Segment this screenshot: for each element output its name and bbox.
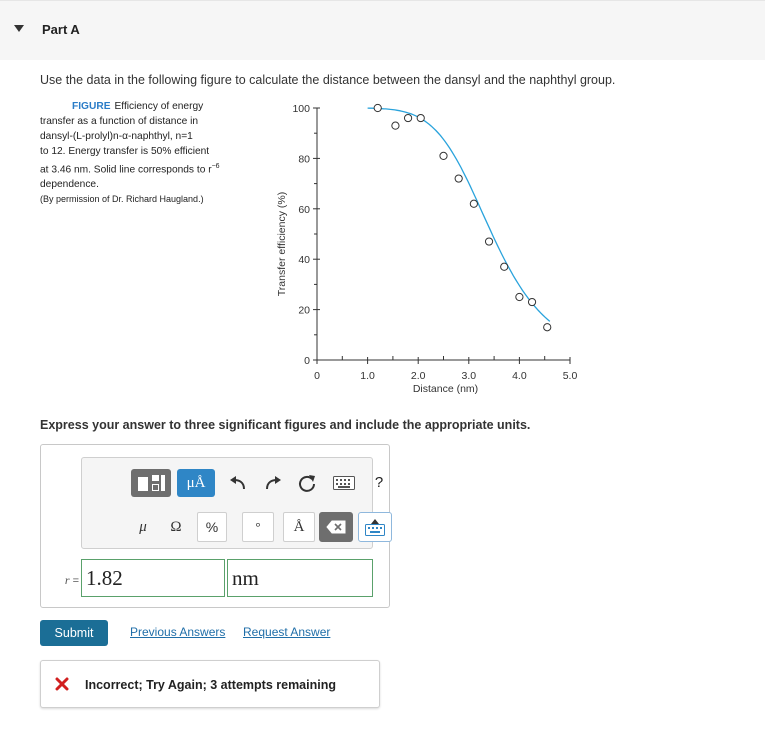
caption-line3: dansyl-(L-prolyl)n-α-naphthyl, n=1 [40,131,193,142]
data-point [417,114,424,121]
figure-label: FIGURE [72,101,111,112]
undo-icon[interactable] [227,472,249,494]
fit-curve [368,108,550,321]
figure-credit: (By permission of Dr. Richard Haugland.) [40,194,204,205]
request-answer-link[interactable]: Request Answer [243,625,331,639]
answer-box [40,444,390,608]
help-button[interactable]: ? [374,473,384,491]
y-tick-label: 100 [292,103,310,115]
percent-symbol-button[interactable]: % [197,512,227,542]
degree-symbol-button[interactable]: ° [242,512,274,542]
data-point [516,293,523,300]
caption-line4: to 12. Energy transfer is 50% efficient [40,146,210,157]
data-point [440,152,447,159]
feedback-box [40,660,380,708]
x-tick-label: 2.0 [410,370,426,382]
data-point [374,104,381,111]
units-button[interactable]: μÅ [177,469,215,497]
data-point [404,114,411,121]
mu-symbol-button[interactable]: μ [139,518,147,535]
data-point [392,122,399,129]
efficiency-chart [270,96,600,401]
data-point [485,238,492,245]
backspace-icon[interactable] [319,512,353,542]
math-toolbar [81,457,384,549]
previous-answers-link[interactable]: Previous Answers [130,625,226,639]
omega-symbol-button[interactable]: Ω [170,518,182,535]
y-tick-label: 60 [298,203,310,216]
figure-caption [40,99,265,206]
caption-line1: Efficiency of energy [114,101,204,112]
feedback-text: Incorrect; Try Again; 3 attempts remaining [85,678,336,692]
x-tick-label: 4.0 [512,370,527,382]
caption-line5: at 3.46 nm. Solid line corresponds to r [40,164,212,176]
error-x-icon [55,677,69,691]
instruction-text: Express your answer to three significant figures and include the appropriate units. [40,418,531,432]
keyboard-icon[interactable] [333,475,355,491]
question-text: Use the data in the following figure to calculate the distance between the dansyl and the naphthyl group. [40,73,616,87]
x-axis-title: Distance (nm) [412,383,479,395]
redo-icon[interactable] [262,472,284,494]
variable-symbol: r [64,573,70,587]
collapse-caret-icon[interactable] [14,25,24,32]
part-header[interactable] [0,0,765,60]
y-axis-title: Transfer efficiency (%) [276,191,288,297]
value-input[interactable]: 1.82 [81,559,225,597]
equals-sign: = [69,575,79,587]
data-point [528,298,535,305]
x-tick-label: 0 [314,370,320,382]
answer-variable-label [41,573,79,588]
data-point [501,263,508,270]
caption-exponent: −6 [211,163,220,170]
unit-input[interactable]: nm [227,559,373,597]
x-tick-label: 5.0 [562,370,578,382]
y-tick-label: 40 [298,254,310,267]
reset-icon[interactable] [296,472,318,494]
data-point [455,175,462,182]
y-tick-label: 80 [298,153,310,166]
submit-button[interactable]: Submit [40,620,108,646]
x-tick-label: 1.0 [360,370,375,382]
angstrom-symbol-button[interactable]: Å [283,512,315,542]
data-point [544,324,551,331]
templates-button[interactable] [131,469,171,497]
y-tick-label: 0 [304,355,310,367]
caption-line6: dependence. [40,179,99,191]
data-point [470,200,477,207]
part-title: Part A [42,22,80,37]
x-tick-label: 3.0 [461,370,477,382]
caption-line2: transfer as a function of distance in [40,116,198,127]
keyboard-toggle-icon[interactable] [358,512,392,542]
y-tick-label: 20 [298,304,310,317]
